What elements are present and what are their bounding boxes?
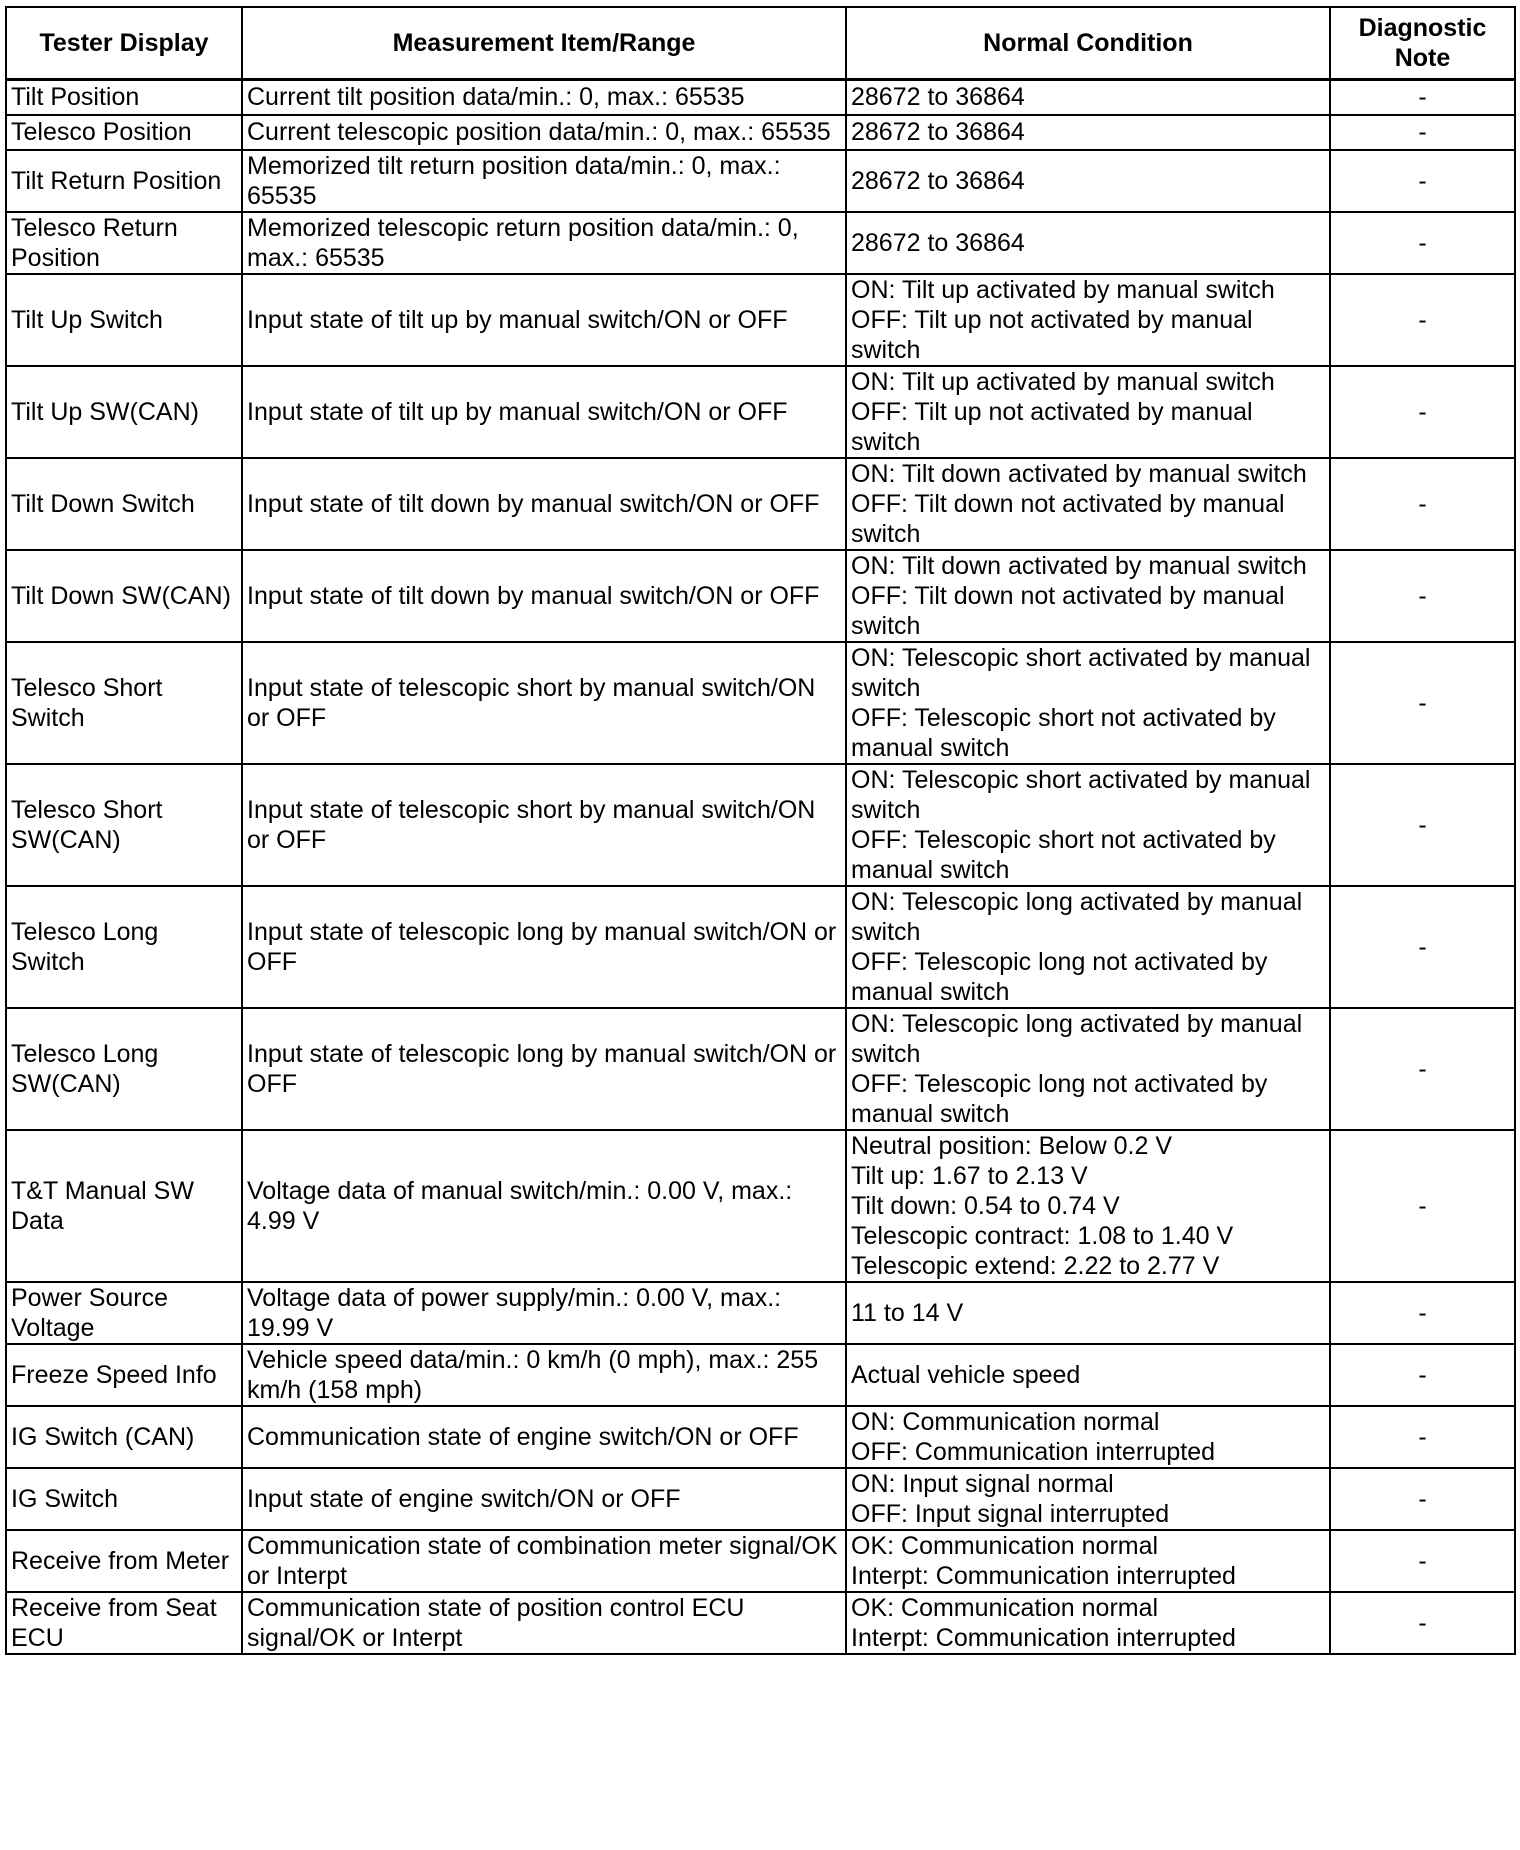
header-tester-display: Tester Display: [6, 7, 242, 80]
cell-tester-display: Receive from Meter: [6, 1530, 242, 1592]
normal-condition-line: Tilt down: 0.54 to 0.74 V: [851, 1191, 1120, 1220]
normal-condition-line: 11 to 14 V: [851, 1298, 964, 1327]
table-row: [6, 1468, 1515, 1530]
cell-normal-condition: [846, 1592, 1330, 1654]
normal-condition-line: OFF: Telescopic long not activated by manual switch: [851, 947, 1268, 1006]
cell-tester-display: Tilt Up SW(CAN): [6, 366, 242, 458]
cell-tester-display: Receive from Seat ECU: [6, 1592, 242, 1654]
cell-measurement-item: Input state of engine switch/ON or OFF: [242, 1468, 846, 1530]
cell-normal-condition: [846, 886, 1330, 1008]
cell-diagnostic-note: -: [1330, 1530, 1515, 1592]
header-note-line2: Note: [1394, 44, 1451, 72]
cell-normal-condition: [846, 550, 1330, 642]
cell-diagnostic-note: -: [1330, 642, 1515, 764]
cell-normal-condition: [846, 1406, 1330, 1468]
table-row: [6, 886, 1515, 1008]
cell-measurement-item: Current telescopic position data/min.: 0, max.: 65535: [242, 115, 846, 150]
cell-diagnostic-note: -: [1330, 115, 1515, 150]
data-list-table: [5, 6, 1516, 1655]
header-normal-condition: Normal Condition: [846, 7, 1330, 80]
normal-condition-line: ON: Telescopic short activated by manual switch: [851, 765, 1311, 824]
cell-diagnostic-note: -: [1330, 212, 1515, 274]
table-row: [6, 212, 1515, 274]
normal-condition-line: ON: Tilt up activated by manual switch: [851, 275, 1275, 304]
cell-measurement-item: Voltage data of manual switch/min.: 0.00 V, max.: 4.99 V: [242, 1130, 846, 1282]
cell-measurement-item: Input state of telescopic long by manual switch/ON or OFF: [242, 886, 846, 1008]
cell-diagnostic-note: -: [1330, 1468, 1515, 1530]
normal-condition-line: OFF: Telescopic short not activated by manual switch: [851, 825, 1276, 884]
cell-tester-display: Tilt Up Switch: [6, 274, 242, 366]
cell-tester-display: Telesco Short Switch: [6, 642, 242, 764]
cell-measurement-item: Input state of telescopic short by manual switch/ON or OFF: [242, 642, 846, 764]
cell-normal-condition: [846, 80, 1330, 115]
normal-condition-line: OK: Communication normal: [851, 1531, 1159, 1560]
table-row: [6, 366, 1515, 458]
cell-diagnostic-note: -: [1330, 1592, 1515, 1654]
table-row: [6, 80, 1515, 115]
cell-diagnostic-note: -: [1330, 886, 1515, 1008]
normal-condition-line: OFF: Tilt up not activated by manual switch: [851, 397, 1253, 456]
cell-diagnostic-note: -: [1330, 764, 1515, 886]
normal-condition-line: ON: Telescopic long activated by manual switch: [851, 1009, 1303, 1068]
table-body: [6, 80, 1515, 1654]
normal-condition-line: ON: Tilt down activated by manual switch: [851, 551, 1307, 580]
normal-condition-line: Neutral position: Below 0.2 V: [851, 1131, 1173, 1160]
normal-condition-line: OFF: Tilt up not activated by manual switch: [851, 305, 1253, 364]
table-row: [6, 458, 1515, 550]
normal-condition-line: 28672 to 36864: [851, 228, 1025, 257]
normal-condition-line: Telescopic contract: 1.08 to 1.40 V: [851, 1221, 1234, 1250]
normal-condition-line: Tilt up: 1.67 to 2.13 V: [851, 1161, 1088, 1190]
table-row: [6, 274, 1515, 366]
cell-normal-condition: [846, 642, 1330, 764]
cell-measurement-item: Memorized telescopic return position data/min.: 0, max.: 65535: [242, 212, 846, 274]
normal-condition-line: OK: Communication normal: [851, 1593, 1159, 1622]
cell-normal-condition: [846, 764, 1330, 886]
normal-condition-line: Interpt: Communication interrupted: [851, 1561, 1236, 1590]
header-measurement-item: Measurement Item/Range: [242, 7, 846, 80]
cell-diagnostic-note: -: [1330, 1282, 1515, 1344]
cell-normal-condition: [846, 458, 1330, 550]
normal-condition-line: OFF: Input signal interrupted: [851, 1499, 1170, 1528]
cell-normal-condition: [846, 1530, 1330, 1592]
normal-condition-line: Interpt: Communication interrupted: [851, 1623, 1236, 1652]
normal-condition-line: OFF: Telescopic short not activated by manual switch: [851, 703, 1276, 762]
cell-diagnostic-note: -: [1330, 150, 1515, 212]
cell-diagnostic-note: -: [1330, 1406, 1515, 1468]
cell-measurement-item: Input state of telescopic short by manual switch/ON or OFF: [242, 764, 846, 886]
cell-tester-display: Power Source Voltage: [6, 1282, 242, 1344]
table-row: [6, 1592, 1515, 1654]
normal-condition-line: ON: Telescopic long activated by manual switch: [851, 887, 1303, 946]
document-page: [5, 6, 1516, 1655]
cell-tester-display: Freeze Speed Info: [6, 1344, 242, 1406]
table-row: [6, 150, 1515, 212]
normal-condition-line: Telescopic extend: 2.22 to 2.77 V: [851, 1251, 1220, 1280]
normal-condition-line: ON: Tilt down activated by manual switch: [851, 459, 1307, 488]
cell-normal-condition: [846, 1008, 1330, 1130]
cell-diagnostic-note: -: [1330, 80, 1515, 115]
normal-condition-line: 28672 to 36864: [851, 166, 1025, 195]
cell-diagnostic-note: -: [1330, 1344, 1515, 1406]
normal-condition-line: Actual vehicle speed: [851, 1360, 1081, 1389]
cell-diagnostic-note: -: [1330, 458, 1515, 550]
cell-normal-condition: [846, 150, 1330, 212]
table-row: [6, 1130, 1515, 1282]
table-header: [6, 7, 1515, 80]
table-row: [6, 1530, 1515, 1592]
cell-measurement-item: Voltage data of power supply/min.: 0.00 V, max.: 19.99 V: [242, 1282, 846, 1344]
cell-tester-display: IG Switch: [6, 1468, 242, 1530]
cell-measurement-item: Current tilt position data/min.: 0, max.: 65535: [242, 80, 846, 115]
cell-diagnostic-note: -: [1330, 1008, 1515, 1130]
cell-normal-condition: [846, 1130, 1330, 1282]
table-row: [6, 1344, 1515, 1406]
cell-tester-display: Telesco Long Switch: [6, 886, 242, 1008]
cell-tester-display: Tilt Return Position: [6, 150, 242, 212]
cell-tester-display: Tilt Down SW(CAN): [6, 550, 242, 642]
table-row: [6, 642, 1515, 764]
normal-condition-line: ON: Input signal normal: [851, 1469, 1114, 1498]
cell-normal-condition: [846, 115, 1330, 150]
cell-measurement-item: Vehicle speed data/min.: 0 km/h (0 mph), max.: 255 km/h (158 mph): [242, 1344, 846, 1406]
normal-condition-line: ON: Tilt up activated by manual switch: [851, 367, 1275, 396]
header-row: [6, 7, 1515, 80]
cell-normal-condition: [846, 1282, 1330, 1344]
cell-tester-display: Telesco Position: [6, 115, 242, 150]
normal-condition-line: OFF: Tilt down not activated by manual switch: [851, 581, 1285, 640]
header-diagnostic-note: [1330, 7, 1515, 80]
table-row: [6, 115, 1515, 150]
table-row: [6, 1282, 1515, 1344]
cell-normal-condition: [846, 1468, 1330, 1530]
cell-tester-display: IG Switch (CAN): [6, 1406, 242, 1468]
cell-tester-display: Tilt Position: [6, 80, 242, 115]
normal-condition-line: OFF: Telescopic long not activated by manual switch: [851, 1069, 1268, 1128]
normal-condition-line: 28672 to 36864: [851, 118, 1025, 146]
normal-condition-line: 28672 to 36864: [851, 83, 1025, 112]
normal-condition-line: OFF: Tilt down not activated by manual switch: [851, 489, 1285, 548]
cell-tester-display: Tilt Down Switch: [6, 458, 242, 550]
cell-normal-condition: [846, 212, 1330, 274]
cell-diagnostic-note: -: [1330, 274, 1515, 366]
cell-normal-condition: [846, 366, 1330, 458]
cell-measurement-item: Input state of tilt down by manual switch/ON or OFF: [242, 458, 846, 550]
cell-diagnostic-note: -: [1330, 366, 1515, 458]
normal-condition-line: ON: Communication normal: [851, 1407, 1160, 1436]
cell-tester-display: T&T Manual SW Data: [6, 1130, 242, 1282]
table-row: [6, 1008, 1515, 1130]
cell-measurement-item: Communication state of engine switch/ON or OFF: [242, 1406, 846, 1468]
cell-tester-display: Telesco Return Position: [6, 212, 242, 274]
cell-measurement-item: Communication state of position control ECU signal/OK or Interpt: [242, 1592, 846, 1654]
cell-measurement-item: Input state of tilt up by manual switch/ON or OFF: [242, 366, 846, 458]
normal-condition-line: ON: Telescopic short activated by manual switch: [851, 643, 1311, 702]
cell-tester-display: Telesco Long SW(CAN): [6, 1008, 242, 1130]
header-note-line1: Diagnostic: [1358, 14, 1487, 42]
table-row: [6, 550, 1515, 642]
cell-measurement-item: Memorized tilt return position data/min.: 0, max.: 65535: [242, 150, 846, 212]
cell-tester-display: Telesco Short SW(CAN): [6, 764, 242, 886]
cell-measurement-item: Communication state of combination meter signal/OK or Interpt: [242, 1530, 846, 1592]
cell-normal-condition: [846, 274, 1330, 366]
table-row: [6, 1406, 1515, 1468]
cell-diagnostic-note: -: [1330, 1130, 1515, 1282]
cell-normal-condition: [846, 1344, 1330, 1406]
cell-measurement-item: Input state of telescopic long by manual switch/ON or OFF: [242, 1008, 846, 1130]
cell-measurement-item: Input state of tilt up by manual switch/ON or OFF: [242, 274, 846, 366]
cell-diagnostic-note: -: [1330, 550, 1515, 642]
normal-condition-line: OFF: Communication interrupted: [851, 1437, 1216, 1466]
cell-measurement-item: Input state of tilt down by manual switch/ON or OFF: [242, 550, 846, 642]
table-row: [6, 764, 1515, 886]
